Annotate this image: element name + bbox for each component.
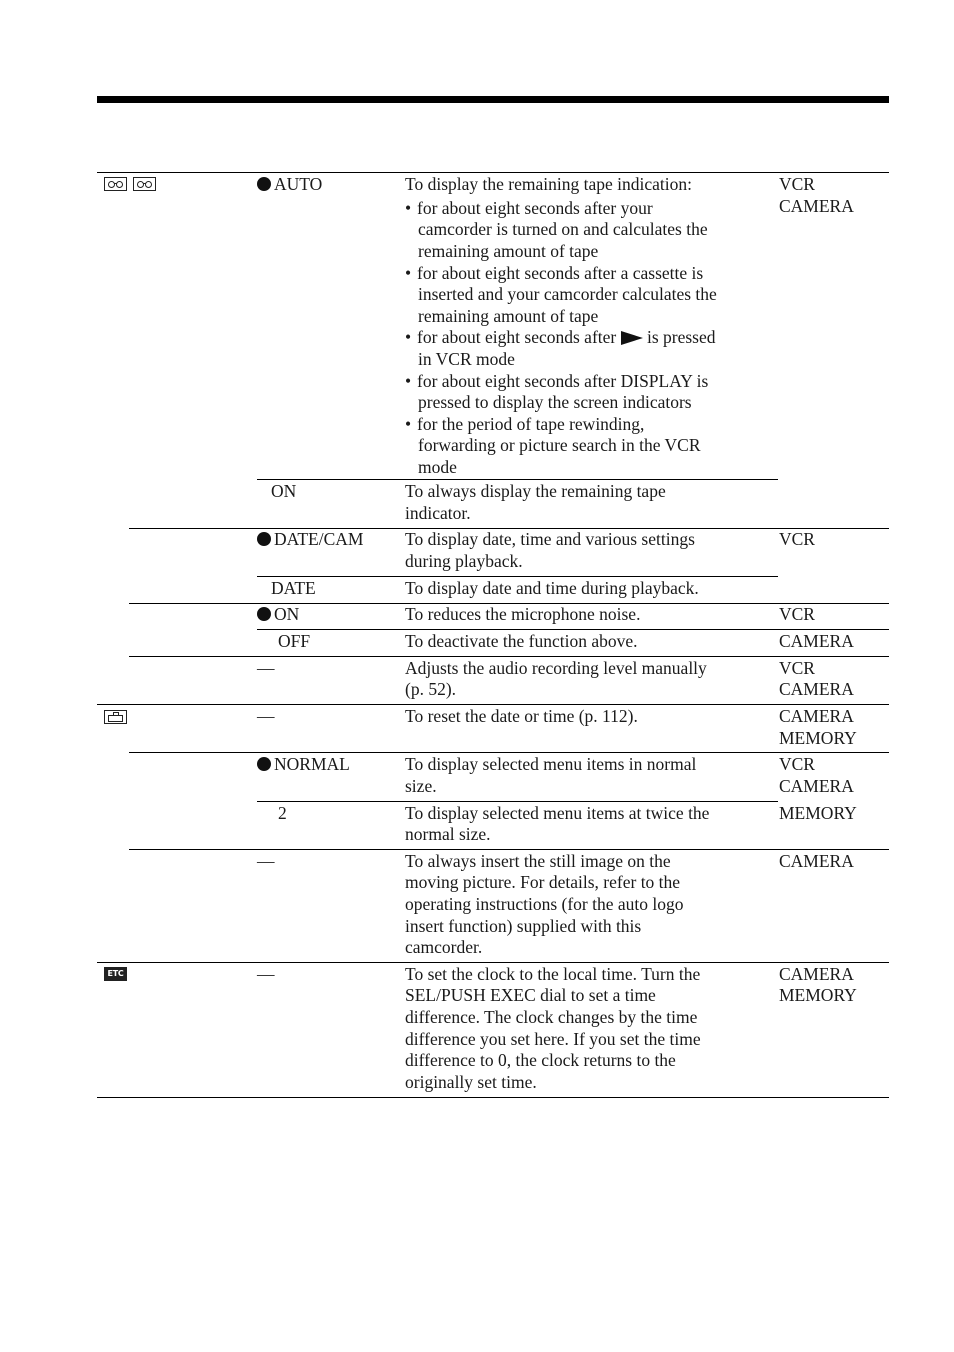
description-text: difference. The clock changes by the time xyxy=(405,1007,698,1027)
cassette-icon xyxy=(133,177,156,191)
bullet-text: in VCR mode xyxy=(418,349,515,369)
row-divider xyxy=(129,849,889,850)
row-divider xyxy=(129,656,889,657)
bullet-text: inserted and your camcorder calculates the xyxy=(418,284,717,304)
mode-label: CAMERA xyxy=(779,851,854,871)
description-text: To display date, time and various settings xyxy=(405,529,695,549)
description-text: during playback. xyxy=(405,551,523,571)
description-text: originally set time. xyxy=(405,1072,537,1092)
description-text: operating instructions (for the auto logo xyxy=(405,894,684,914)
description-text: To reset the date or time (p. 112). xyxy=(405,706,638,726)
row-divider xyxy=(257,629,889,630)
bullet-text: remaining amount of tape xyxy=(418,241,599,261)
description-text: (p. 52). xyxy=(405,679,457,699)
description-text: To set the clock to the local time. Turn the xyxy=(405,964,701,984)
option-on: ON xyxy=(271,481,297,501)
description-text: insert function) supplied with this xyxy=(405,916,642,936)
toolbox-icon xyxy=(104,710,127,724)
mode-label: VCR xyxy=(779,604,815,624)
mode-label: MEMORY xyxy=(779,803,857,823)
bullet-text: for about eight seconds after your xyxy=(417,198,653,218)
filled-circle-icon xyxy=(257,757,271,771)
description-text: To always display the remaining tape xyxy=(405,481,666,501)
description-text: To deactivate the function above. xyxy=(405,631,638,651)
mode-label: VCR xyxy=(779,529,815,549)
header-rule xyxy=(97,96,889,103)
mode-label: VCR xyxy=(779,754,815,774)
mode-label: CAMERA xyxy=(779,196,854,216)
option-label: ON xyxy=(274,604,300,624)
option-date-cam xyxy=(257,529,363,551)
description-text: SEL/PUSH EXEC dial to set a time xyxy=(405,985,656,1005)
mode-label: VCR xyxy=(779,658,815,678)
mode-label: MEMORY xyxy=(779,985,857,1005)
bullet: • xyxy=(405,198,412,218)
description-text: To display selected menu items at twice the xyxy=(405,803,710,823)
option-label: DATE/CAM xyxy=(274,529,364,549)
bullet-text: forwarding or picture search in the VCR xyxy=(418,435,701,455)
bullet: • xyxy=(405,327,412,347)
row-divider xyxy=(257,801,778,802)
cassette-icon xyxy=(104,177,127,191)
bullet-text: for the period of tape rewinding, xyxy=(417,414,645,434)
filled-circle-icon xyxy=(257,177,271,191)
row-divider xyxy=(257,479,778,480)
description-text: difference to 0, the clock returns to the xyxy=(405,1050,676,1070)
table-bottom-rule xyxy=(97,1097,889,1098)
description-text: moving picture. For details, refer to the xyxy=(405,872,681,892)
bullet: • xyxy=(405,263,412,283)
bullet-text-part: for about eight seconds after xyxy=(417,327,617,347)
bullet-text: camcorder is turned on and calculates the xyxy=(418,219,708,239)
option-date: DATE xyxy=(271,578,316,598)
mode-label: CAMERA xyxy=(779,776,854,796)
description-text: To always insert the still image on the xyxy=(405,851,671,871)
bullet-text: for about eight seconds after a cassette is xyxy=(417,263,704,283)
description-text: To display selected menu items in normal xyxy=(405,754,697,774)
row-divider xyxy=(97,962,889,963)
description-text: To display the remaining tape indication: xyxy=(405,174,692,194)
description-text: difference you set here. If you set the time xyxy=(405,1029,701,1049)
bullet-text: remaining amount of tape xyxy=(418,306,599,326)
filled-circle-icon xyxy=(257,607,271,621)
bullet-text: mode xyxy=(418,457,457,477)
option-off: OFF xyxy=(278,631,311,651)
option-on xyxy=(257,604,299,626)
mode-label: CAMERA xyxy=(779,964,854,984)
description-text: normal size. xyxy=(405,824,491,844)
play-icon xyxy=(621,331,643,345)
option-none: — xyxy=(257,706,275,726)
etc-icon: ETC xyxy=(104,967,127,981)
option-auto xyxy=(257,174,322,196)
mode-label: VCR xyxy=(779,174,815,194)
bullet-text xyxy=(417,327,716,349)
bullet-text: for about eight seconds after DISPLAY is xyxy=(417,371,709,391)
row-divider xyxy=(257,576,778,577)
row-divider xyxy=(129,752,889,753)
table-top-rule xyxy=(97,172,889,173)
filled-circle-icon xyxy=(257,532,271,546)
bullet-text: pressed to display the screen indicators xyxy=(418,392,692,412)
bullet-text-part: is pressed xyxy=(646,327,716,347)
bullet: • xyxy=(405,414,412,434)
option-2x: 2 xyxy=(278,803,287,823)
option-none: — xyxy=(257,658,275,678)
option-none: — xyxy=(257,964,275,984)
description-text: Adjusts the audio recording level manually xyxy=(405,658,707,678)
option-normal xyxy=(257,754,350,776)
description-text: camcorder. xyxy=(405,937,483,957)
description-text: To reduces the microphone noise. xyxy=(405,604,641,624)
mode-label: MEMORY xyxy=(779,728,857,748)
description-text: indicator. xyxy=(405,503,471,523)
mode-label: CAMERA xyxy=(779,706,854,726)
mode-label: CAMERA xyxy=(779,631,854,651)
row-divider xyxy=(97,704,889,705)
bullet: • xyxy=(405,371,412,391)
option-none: — xyxy=(257,851,275,871)
option-label: AUTO xyxy=(274,174,323,194)
description-text: To display date and time during playback. xyxy=(405,578,699,598)
mode-label: CAMERA xyxy=(779,679,854,699)
option-label: NORMAL xyxy=(274,754,350,774)
description-text: size. xyxy=(405,776,437,796)
